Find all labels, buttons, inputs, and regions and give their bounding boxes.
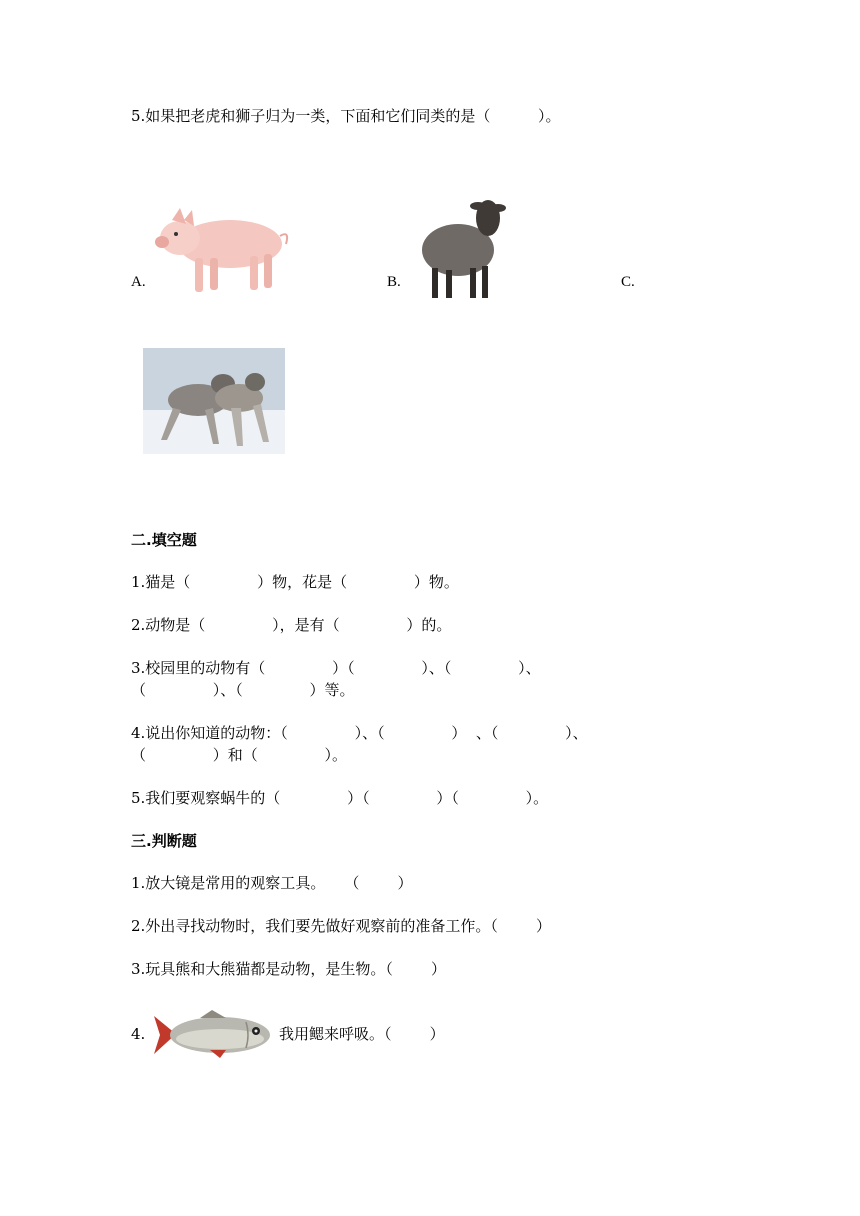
fill-q3-line2: （ ）、（ ）等。 — [131, 681, 355, 699]
judge-q3: 3.玩具熊和大熊猫都是动物，是生物。（ ） — [131, 960, 446, 978]
fill-q1: 1.猫是（ ）物，花是（ ）物。 — [131, 573, 459, 591]
fish-image — [150, 1008, 280, 1062]
option-c-label: C. — [621, 274, 635, 290]
judge-q4-text: 我用鳃来呼吸。（ ） — [279, 1025, 445, 1043]
question-5-text: 5.如果把老虎和狮子归为一类，下面和它们同类的是（ ）。 — [131, 107, 561, 125]
option-a-label: A. — [131, 274, 146, 290]
judge-q1: 1.放大镜是常用的观察工具。 （ ） — [131, 874, 413, 892]
sheep-image — [418, 194, 510, 302]
option-b-label: B. — [387, 274, 401, 290]
section-2-title: 二.填空题 — [131, 531, 197, 549]
judge-q4-number: 4. — [131, 1025, 146, 1043]
fill-q2: 2.动物是（ ），是有（ ）的。 — [131, 616, 452, 634]
fill-q4-line1: 4.说出你知道的动物：（ ）、（ ） 、（ ）、 — [131, 724, 588, 742]
section-3-title: 三.判断题 — [131, 832, 197, 850]
fill-q5: 5.我们要观察蜗牛的（ ）（ ）（ ）。 — [131, 789, 549, 807]
pig-image — [150, 196, 292, 298]
fill-q3-line1: 3.校园里的动物有（ ）（ ）、（ ）、 — [131, 659, 541, 677]
fill-q4-line2: （ ）和（ ）。 — [131, 746, 348, 764]
wolves-image — [143, 348, 285, 454]
judge-q2: 2.外出寻找动物时，我们要先做好观察前的准备工作。（ ） — [131, 917, 551, 935]
